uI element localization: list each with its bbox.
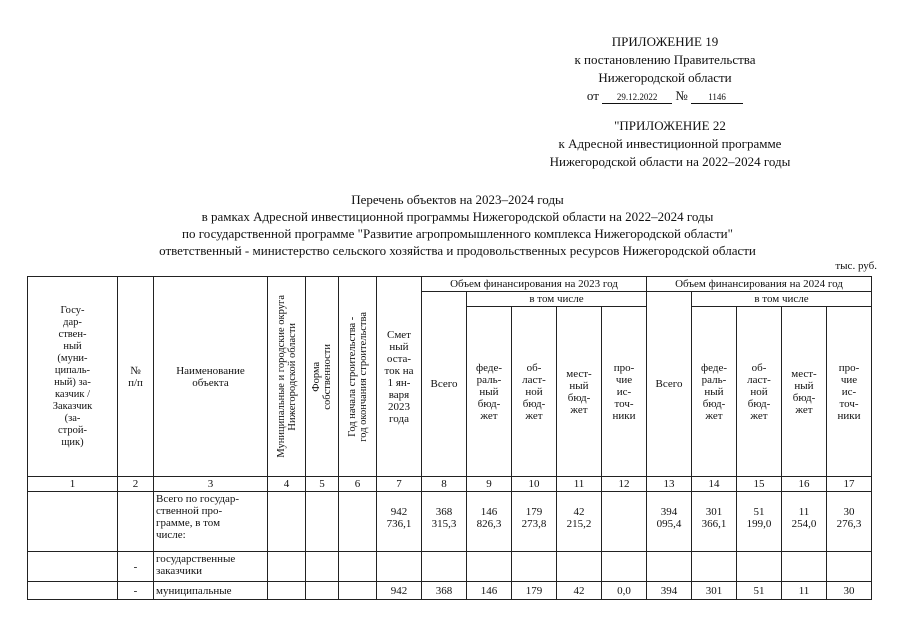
col-number: 17	[827, 477, 872, 492]
col-number: 12	[602, 477, 647, 492]
number-sign: №	[675, 88, 688, 103]
units-label: тыс. руб.	[835, 260, 877, 272]
cell-2023-regional	[512, 552, 557, 582]
cell-customer	[28, 552, 118, 582]
cell-2023-total	[422, 552, 467, 582]
cell-2024-other: 30 276,3	[827, 492, 872, 552]
cell-2023-other	[602, 492, 647, 552]
col-number: 14	[692, 477, 737, 492]
cell-balance: 942 736,1	[377, 492, 422, 552]
header-2023-incl: в том числе	[467, 292, 647, 307]
header-2023-other: про- чие ис- точ- ники	[602, 307, 647, 477]
column-number-row	[28, 477, 872, 492]
header-num: № п/п	[118, 277, 154, 477]
title-line4: ответственный - министерство сельского хозяйства и продовольственных ресурсов Нижегородской области	[159, 243, 756, 258]
cell-2024-regional: 51	[737, 582, 782, 600]
header-fin-2024: Объем финансирования на 2024 год	[647, 277, 872, 292]
appendix-line3: Нижегородской области	[598, 70, 732, 85]
cell-2023-local: 42 215,2	[557, 492, 602, 552]
table-row	[28, 552, 872, 582]
header-construction-years: Год начала строительства - год окончания строительства	[339, 277, 377, 477]
header-2024-incl: в том числе	[692, 292, 872, 307]
cell-2023-regional: 179 273,8	[512, 492, 557, 552]
col-number: 13	[647, 477, 692, 492]
cell-2024-total	[647, 552, 692, 582]
cell-form	[306, 492, 339, 552]
col-number: 15	[737, 477, 782, 492]
cell-2024-total: 394	[647, 582, 692, 600]
cell-2024-total: 394 095,4	[647, 492, 692, 552]
table-row	[28, 582, 872, 600]
cell-2023-other: 0,0	[602, 582, 647, 600]
appendix-dateline	[540, 87, 790, 105]
cell-form	[306, 552, 339, 582]
col-number: 10	[512, 477, 557, 492]
title-line3: по государственной программе "Развитие агропромышленного комплекса Нижегородской области"	[182, 226, 733, 241]
header-2023-total: Всего	[422, 292, 467, 477]
header-2024-total: Всего	[647, 292, 692, 477]
cell-name: муниципальные	[154, 582, 268, 600]
cell-name: Всего по государ- ственной про- грамме, в том числе:	[154, 492, 268, 552]
cell-2024-other: 30	[827, 582, 872, 600]
header-fin-2023: Объем финансирования на 2023 год	[422, 277, 647, 292]
header-name: Наименование объекта	[154, 277, 268, 477]
cell-balance: 942	[377, 582, 422, 600]
objects-table	[27, 276, 872, 600]
appendix-title: ПРИЛОЖЕНИЕ 19	[611, 34, 719, 49]
cell-2023-total: 368	[422, 582, 467, 600]
header-2024-regional: об- ласт- ной бюд- жет	[737, 307, 782, 477]
cell-2024-regional: 51 199,0	[737, 492, 782, 552]
header-2024-federal: феде- раль- ный бюд- жет	[692, 307, 737, 477]
appendix22-line2: к Адресной инвестиционной программе	[558, 136, 782, 151]
cell-2024-regional	[737, 552, 782, 582]
header-2024-other: про- чие ис- точ- ники	[827, 307, 872, 477]
cell-2024-federal	[692, 552, 737, 582]
col-number: 2	[118, 477, 154, 492]
col-number: 4	[268, 477, 306, 492]
cell-2023-local: 42	[557, 582, 602, 600]
col-number: 1	[28, 477, 118, 492]
cell-municipal	[268, 492, 306, 552]
cell-2024-other	[827, 552, 872, 582]
header-ownership-form: Форма собственности	[306, 277, 339, 477]
cell-2024-federal: 301	[692, 582, 737, 600]
header-balance: Смет ный оста- ток на 1 ян- варя 2023 года	[377, 277, 422, 477]
header-2023-federal: феде- раль- ный бюд- жет	[467, 307, 512, 477]
cell-name: государственные заказчики	[154, 552, 268, 582]
title-line1: Перечень объектов на 2023–2024 годы	[351, 192, 564, 207]
document-title	[20, 191, 895, 259]
cell-num: -	[118, 552, 154, 582]
cell-years	[339, 552, 377, 582]
cell-2023-federal	[467, 552, 512, 582]
cell-2024-federal: 301 366,1	[692, 492, 737, 552]
title-line2: в рамках Адресной инвестиционной программы Нижегородской области на 2022–2024 годы	[201, 209, 714, 224]
header-2024-local: мест- ный бюд- жет	[782, 307, 827, 477]
cell-num: -	[118, 582, 154, 600]
col-number: 6	[339, 477, 377, 492]
cell-num	[118, 492, 154, 552]
decree-number: 1146	[691, 92, 743, 104]
cell-balance	[377, 552, 422, 582]
cell-2024-local	[782, 552, 827, 582]
cell-customer	[28, 582, 118, 600]
cell-2024-local: 11	[782, 582, 827, 600]
appendix22-title: "ПРИЛОЖЕНИЕ 22	[614, 118, 726, 133]
col-number: 16	[782, 477, 827, 492]
cell-municipal	[268, 552, 306, 582]
appendix22-line3: Нижегородской области на 2022–2024 годы	[549, 154, 791, 169]
cell-2023-local	[557, 552, 602, 582]
col-number: 11	[557, 477, 602, 492]
table-row	[28, 492, 872, 552]
cell-2023-total: 368 315,3	[422, 492, 467, 552]
date-prefix: от	[586, 88, 599, 103]
header-municipal: Муниципальные и городские округа Нижегородской области	[268, 277, 306, 477]
cell-years	[339, 582, 377, 600]
col-number: 8	[422, 477, 467, 492]
cell-customer	[28, 492, 118, 552]
cell-2023-regional: 179	[512, 582, 557, 600]
col-number: 9	[467, 477, 512, 492]
col-number: 7	[377, 477, 422, 492]
cell-2024-local: 11 254,0	[782, 492, 827, 552]
cell-2023-federal: 146	[467, 582, 512, 600]
cell-2023-federal: 146 826,3	[467, 492, 512, 552]
header-customer: Госу- дар- ствен- ный (муни- ципаль- ный) за- казчик / Заказчик (за- строй- щик)	[28, 277, 118, 477]
cell-municipal	[268, 582, 306, 600]
decree-date: 29.12.2022	[602, 92, 672, 104]
col-number: 5	[306, 477, 339, 492]
cell-years	[339, 492, 377, 552]
cell-form	[306, 582, 339, 600]
col-number: 3	[154, 477, 268, 492]
appendix-22-header	[520, 117, 820, 171]
appendix-19-header	[540, 33, 790, 105]
cell-2023-other	[602, 552, 647, 582]
header-2023-regional: об- ласт- ной бюд- жет	[512, 307, 557, 477]
appendix-line2: к постановлению Правительства	[574, 52, 756, 67]
header-2023-local: мест- ный бюд- жет	[557, 307, 602, 477]
